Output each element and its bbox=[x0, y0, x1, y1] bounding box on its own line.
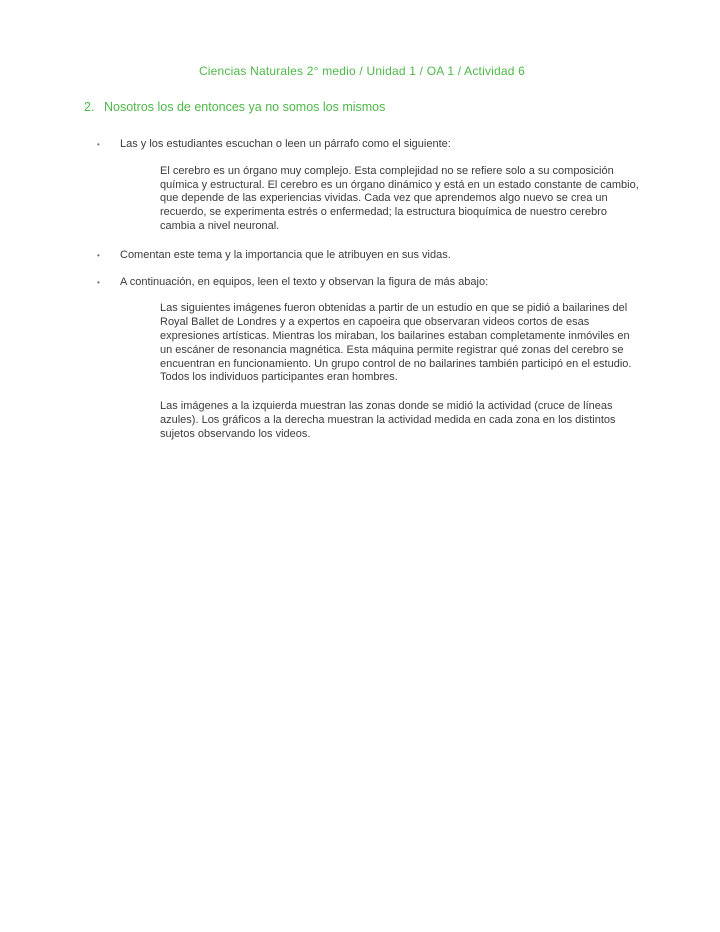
paragraph: El cerebro es un órgano muy complejo. Esta complejidad no se refiere solo a su composición química y estructural. El cerebro es un órgano dinámico y está en un estado constante de cambio, que depende de las experiencias vividas. Cada vez que aprendemos algo nuevo se crea un recuerdo, se experimenta estrés o enfermedad; la estructura bioquímica de nuestro cerebro cambia a nivel neuronal. bbox=[160, 164, 639, 232]
bullet-text: A continuación, en equipos, leen el texto y observan la figura de más abajo: bbox=[120, 275, 489, 288]
paragraph: Las siguientes imágenes fueron obtenidas a partir de un estudio en que se pidió a bailarines del Royal Ballet de Londres y a expertos en capoeira que observaran videos cortos de esas expresiones artísticas. Mientras los miraban, los bailarines estaban completamente inmóviles en un escáner de resonancia magnética. Esta máquina permite registrar qué zonas del cerebro se encuentran en funcionamiento. Un grupo control de no bailarines también participó en el estudio. Todos los individuos participantes eran hombres. bbox=[160, 302, 632, 384]
section-number: 2. bbox=[84, 100, 95, 114]
bullet-icon: • bbox=[97, 250, 100, 260]
bullet-icon: • bbox=[97, 140, 100, 149]
list-item-content bbox=[120, 249, 640, 276]
paragraph: Las imágenes a la izquierda muestran las zonas donde se midió la actividad (cruce de líneas azules). Los gráficos a la derecha muestran la actividad medida en cada zona en los distintos sujetos observando los videos. bbox=[160, 400, 616, 440]
list-item bbox=[84, 138, 640, 249]
bullet-icon: • bbox=[97, 277, 100, 287]
section-title: Nosotros los de entonces ya no somos los mismos bbox=[104, 100, 386, 114]
bullet-text: Las y los estudiantes escuchan o leen un párrafo como el siguiente: bbox=[120, 138, 451, 150]
list-item-content bbox=[120, 276, 640, 457]
list-item-content bbox=[120, 138, 640, 249]
section-heading bbox=[84, 100, 640, 114]
page-title: Ciencias Naturales 2° medio / Unidad 1 / OA 1 / Actividad 6 bbox=[198, 64, 526, 78]
list-item bbox=[84, 276, 640, 457]
list-item bbox=[84, 249, 640, 276]
bullet-text: Comentan este tema y la importancia que le atribuyen en sus vidas. bbox=[120, 248, 451, 261]
